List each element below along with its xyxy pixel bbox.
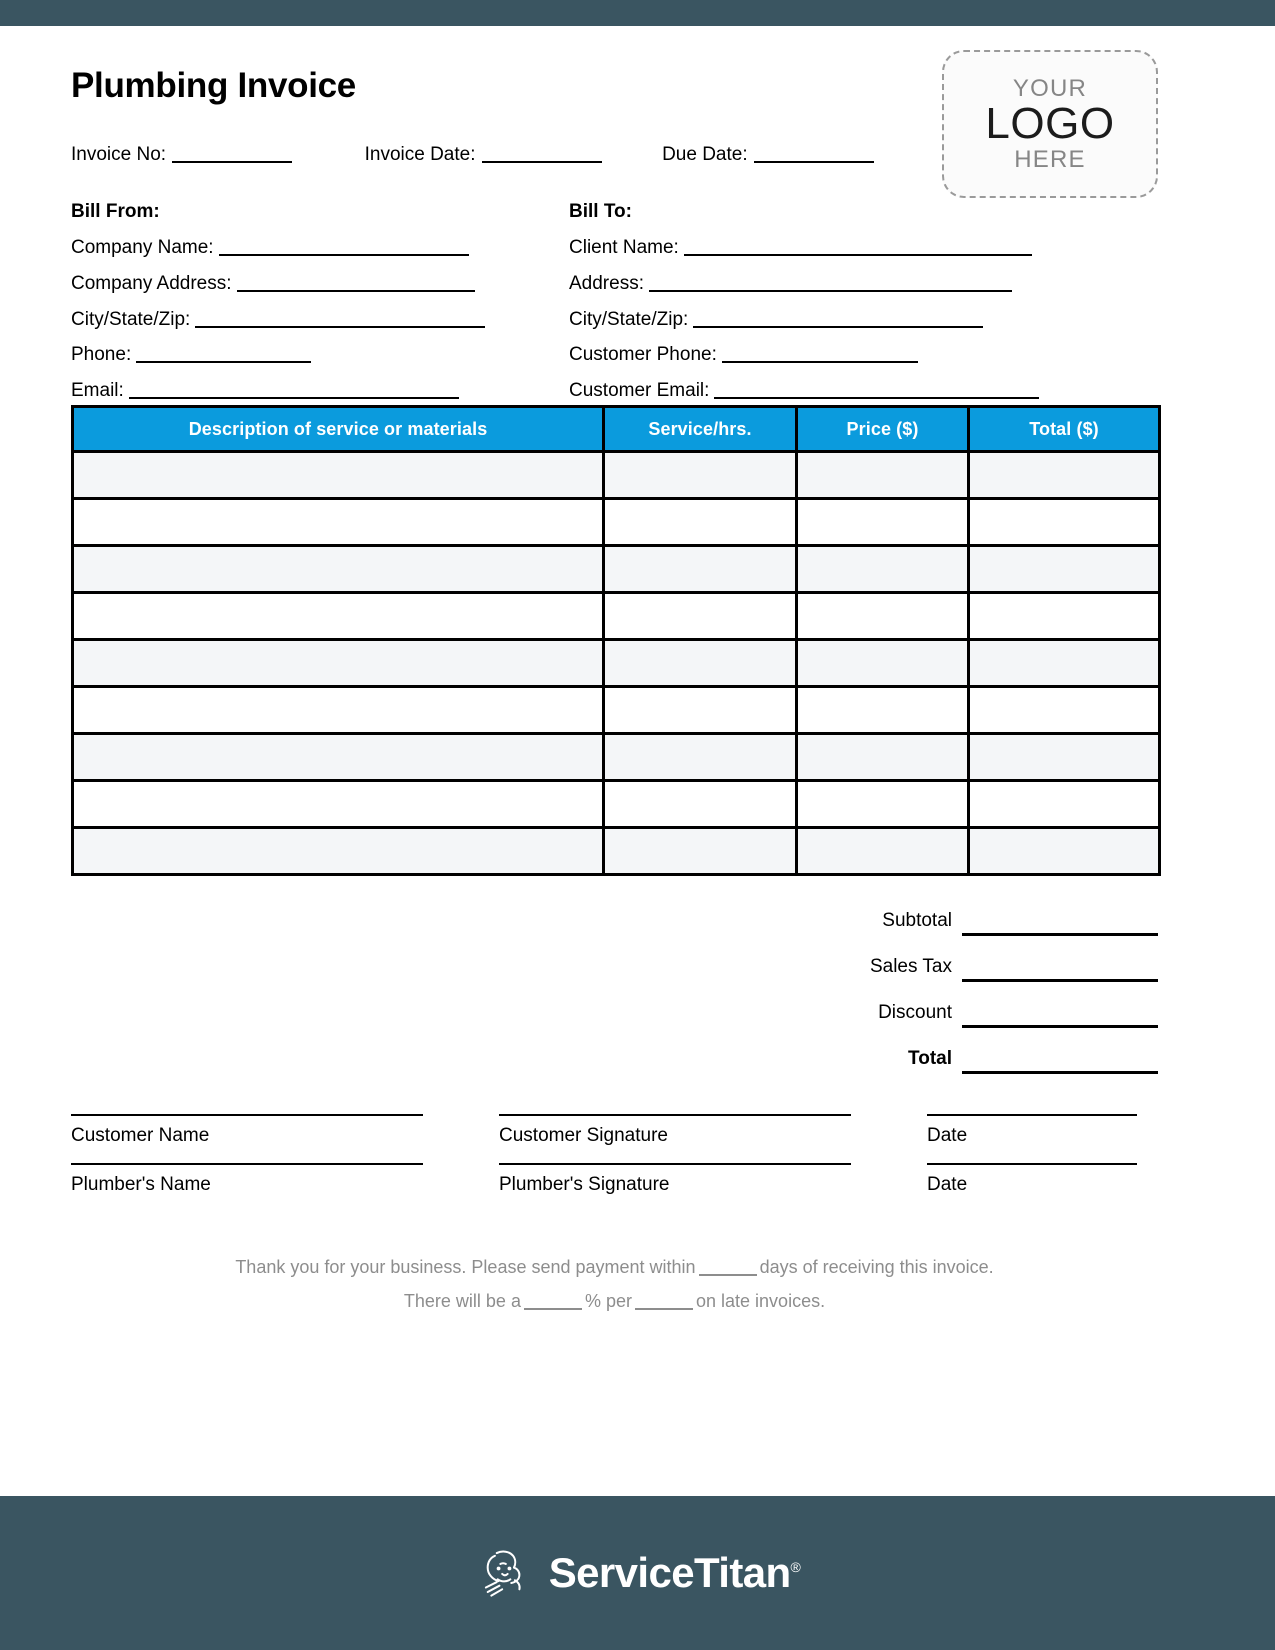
cell-service-hrs[interactable] (604, 781, 797, 828)
bill-to-customer-email-input[interactable] (714, 397, 1039, 399)
bill-to-customer-phone-input[interactable] (722, 361, 918, 363)
bill-to-client-name-field[interactable] (569, 236, 1158, 260)
invoice-no-field[interactable] (71, 144, 292, 166)
sales-tax-label: Sales Tax (869, 956, 952, 977)
billing-section (71, 201, 1158, 401)
customer-name-label: Customer Name (71, 1125, 210, 1146)
cell-service-hrs[interactable] (604, 828, 797, 875)
terms-days-blank[interactable] (699, 1274, 757, 1276)
table-row[interactable] (73, 640, 1160, 687)
cell-description[interactable] (73, 593, 604, 640)
plumber-signature-line[interactable] (499, 1163, 851, 1165)
bill-from-city-state-zip-field[interactable] (71, 308, 566, 332)
cell-total[interactable] (969, 687, 1160, 734)
cell-total[interactable] (969, 499, 1160, 546)
cell-price[interactable] (797, 640, 969, 687)
bill-from-company-name-field[interactable] (71, 236, 566, 260)
terms-line2-text-c: on late invoices. (696, 1291, 826, 1312)
invoice-date-field[interactable] (365, 144, 602, 166)
cell-service-hrs[interactable] (604, 546, 797, 593)
cell-total[interactable] (969, 452, 1160, 499)
terms-line2-text-b: % per (584, 1291, 632, 1312)
customer-signature-label: Customer Signature (499, 1125, 668, 1146)
bill-from-company-name-input[interactable] (219, 254, 469, 256)
totals-row-discount (71, 982, 1158, 1028)
cell-description[interactable] (73, 546, 604, 593)
total-label: Total (908, 1048, 952, 1069)
table-row[interactable] (73, 452, 1160, 499)
cell-service-hrs[interactable] (604, 687, 797, 734)
invoice-date-input[interactable] (482, 161, 602, 163)
bill-to-customer-phone-field[interactable] (569, 343, 1158, 367)
table-row[interactable] (73, 546, 1160, 593)
terms-line1-text-b: days of receiving this invoice. (759, 1257, 994, 1277)
bill-from-phone-input[interactable] (136, 361, 311, 363)
table-row[interactable] (73, 499, 1160, 546)
plumber-date-label: Date (927, 1174, 968, 1195)
bill-to-block (569, 201, 1158, 415)
plumber-name-line[interactable] (71, 1163, 423, 1165)
cell-price[interactable] (797, 734, 969, 781)
bill-from-company-address-label: Company Address: (71, 272, 232, 294)
table-row[interactable] (73, 593, 1160, 640)
cell-description[interactable] (73, 499, 604, 546)
bill-to-customer-email-label: Customer Email: (569, 380, 710, 401)
line-items-table (71, 405, 1161, 876)
due-date-field[interactable] (662, 144, 874, 166)
payment-terms-note (71, 1250, 1158, 1318)
cell-price[interactable] (797, 687, 969, 734)
signature-row-plumber (71, 1163, 1158, 1196)
customer-name-signature-cell[interactable] (71, 1114, 499, 1147)
cell-service-hrs[interactable] (604, 734, 797, 781)
titan-head-icon (475, 1544, 533, 1602)
totals-section (71, 890, 1158, 1074)
bill-from-company-address-input[interactable] (237, 290, 475, 292)
signature-row-customer (71, 1114, 1158, 1147)
registered-trademark-icon: ® (790, 1559, 801, 1575)
cell-service-hrs[interactable] (604, 452, 797, 499)
totals-row-total (71, 1028, 1158, 1074)
brand-name-text: ServiceTitan (548, 1549, 791, 1596)
table-row[interactable] (73, 734, 1160, 781)
cell-total[interactable] (969, 640, 1160, 687)
bill-to-customer-email-field[interactable] (569, 379, 1158, 403)
cell-service-hrs[interactable] (604, 499, 797, 546)
brand-footer (0, 1496, 1275, 1650)
payment-terms-line-1 (71, 1250, 1158, 1284)
bill-to-client-name-input[interactable] (684, 254, 1032, 256)
cell-description[interactable] (73, 640, 604, 687)
table-row[interactable] (73, 828, 1160, 875)
cell-total[interactable] (969, 546, 1160, 593)
cell-price[interactable] (797, 828, 969, 875)
payment-terms-line-2 (71, 1284, 1158, 1318)
bill-from-city-state-zip-input[interactable] (195, 326, 485, 328)
bill-to-heading: Bill To: (569, 201, 632, 222)
due-date-label: Due Date: (662, 144, 748, 165)
plumber-date-line[interactable] (927, 1163, 1137, 1165)
cell-price[interactable] (797, 546, 969, 593)
logo-placeholder-line1: YOUR (1012, 74, 1088, 102)
totals-row-subtotal (71, 890, 1158, 936)
bill-from-block (71, 201, 566, 415)
cell-price[interactable] (797, 452, 969, 499)
table-row[interactable] (73, 687, 1160, 734)
page-title: Plumbing Invoice (71, 66, 356, 105)
cell-price[interactable] (797, 593, 969, 640)
bill-to-city-state-zip-label: City/State/Zip: (569, 308, 689, 330)
plumber-signature-label: Plumber's Signature (499, 1174, 670, 1195)
bill-from-phone-label: Phone: (71, 344, 132, 366)
cell-service-hrs[interactable] (604, 640, 797, 687)
column-header-price: Price ($) (797, 407, 969, 452)
customer-date-label: Date (927, 1125, 968, 1146)
cell-price[interactable] (797, 781, 969, 828)
cell-description[interactable] (73, 781, 604, 828)
bill-to-address-input[interactable] (649, 290, 1012, 292)
cell-price[interactable] (797, 499, 969, 546)
due-date-input[interactable] (754, 161, 874, 163)
cell-total[interactable] (969, 593, 1160, 640)
bill-to-customer-phone-label: Customer Phone: (569, 344, 717, 366)
bill-from-company-name-label: Company Name: (71, 237, 214, 258)
bill-from-phone-field[interactable] (71, 343, 566, 367)
customer-date-line[interactable] (927, 1114, 1137, 1116)
plumber-date-cell[interactable] (927, 1163, 1158, 1196)
logo-placeholder-line2: LOGO (985, 98, 1115, 148)
plumber-signature-cell[interactable] (499, 1163, 927, 1196)
invoice-content (71, 26, 1158, 1318)
discount-input[interactable] (962, 988, 1158, 1028)
brand-wordmark (549, 1549, 801, 1597)
bill-to-city-state-zip-input[interactable] (693, 326, 983, 328)
total-input[interactable] (962, 1034, 1158, 1074)
customer-signature-line[interactable] (499, 1114, 851, 1116)
subtotal-label: Subtotal (882, 910, 952, 931)
totals-row-sales-tax (71, 936, 1158, 982)
cell-description[interactable] (73, 687, 604, 734)
table-row[interactable] (73, 781, 1160, 828)
signature-section (71, 1114, 1158, 1196)
invoice-no-label: Invoice No: (71, 144, 167, 165)
bill-from-email-field[interactable] (71, 379, 566, 403)
customer-name-line[interactable] (71, 1114, 423, 1116)
bill-to-address-label: Address: (569, 272, 644, 294)
bill-from-city-state-zip-label: City/State/Zip: (71, 308, 191, 330)
subtotal-input[interactable] (962, 896, 1158, 936)
invoice-date-label: Invoice Date: (364, 144, 476, 165)
bill-to-city-state-zip-field[interactable] (569, 308, 1158, 332)
logo-placeholder[interactable] (942, 50, 1158, 198)
cell-description[interactable] (73, 452, 604, 499)
plumber-name-signature-cell[interactable] (71, 1163, 499, 1196)
invoice-meta-row (71, 144, 971, 166)
terms-line2-text-a: There will be a (403, 1291, 521, 1312)
cell-description[interactable] (73, 828, 604, 875)
bill-to-address-field[interactable] (569, 272, 1158, 296)
logo-placeholder-line3: HERE (1014, 146, 1086, 174)
line-items-body (73, 452, 1160, 875)
column-header-service-hrs: Service/hrs. (604, 407, 797, 452)
discount-label: Discount (878, 1002, 952, 1023)
bill-from-heading: Bill From: (71, 201, 160, 222)
sales-tax-input[interactable] (962, 942, 1158, 982)
cell-total[interactable] (969, 781, 1160, 828)
bill-from-email-input[interactable] (129, 397, 459, 399)
bill-to-client-name-label: Client Name: (569, 237, 679, 258)
customer-signature-cell[interactable] (499, 1114, 927, 1147)
customer-date-cell[interactable] (927, 1114, 1158, 1147)
column-header-description: Description of service or materials (73, 407, 604, 452)
invoice-no-input[interactable] (172, 161, 292, 163)
plumber-name-label: Plumber's Name (71, 1174, 211, 1195)
top-accent-bar (0, 0, 1275, 26)
terms-period-blank[interactable] (635, 1308, 693, 1310)
bill-from-email-label: Email: (71, 380, 124, 401)
cell-total[interactable] (969, 734, 1160, 781)
bill-from-company-address-field[interactable] (71, 272, 566, 296)
cell-description[interactable] (73, 734, 604, 781)
column-header-total: Total ($) (969, 407, 1160, 452)
invoice-header (71, 26, 1158, 201)
cell-service-hrs[interactable] (604, 593, 797, 640)
terms-line1-text-a: Thank you for your business. Please send payment within (235, 1257, 696, 1277)
cell-total[interactable] (969, 828, 1160, 875)
terms-percent-blank[interactable] (524, 1308, 582, 1310)
